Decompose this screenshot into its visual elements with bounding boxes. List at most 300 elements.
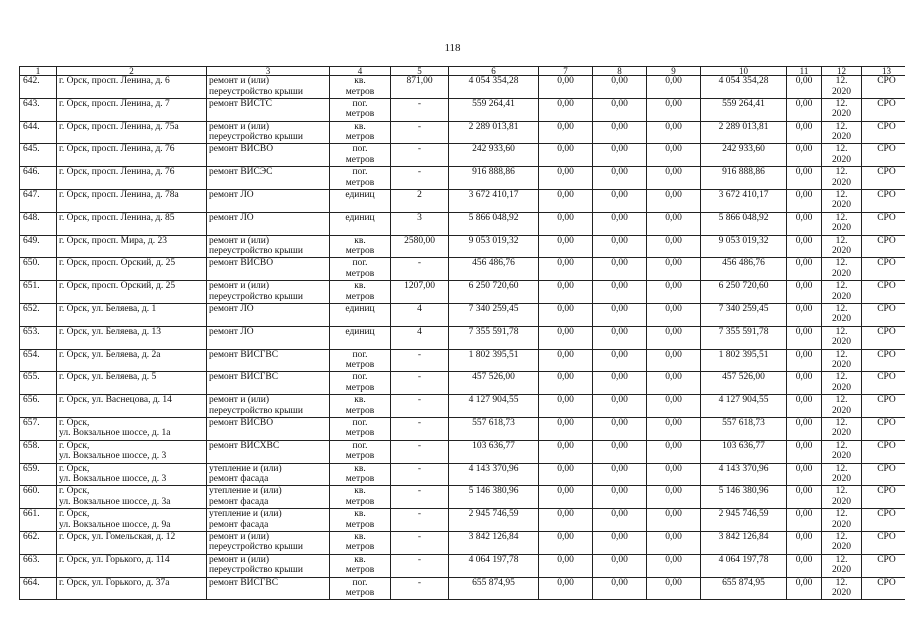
unit-line: кв. [354,281,366,292]
work-type-cell [207,486,330,509]
address-cell [57,577,207,600]
unit-cost-cell: 0,00 [787,395,822,418]
completion-date-line: 12. [835,167,848,178]
fund-column-9-cell: 0,00 [647,463,701,486]
quantity-cell: - [391,509,449,532]
row-number-cell: 646. [20,167,57,190]
unit-cost-cell: 0,00 [787,531,822,554]
unit-cell [330,554,391,577]
completion-date-line: 2020 [832,382,851,393]
unit-cell [330,486,391,509]
address-line: г. Орск, [59,440,90,451]
capital-repair-table [19,66,905,600]
unit-cost-cell: 0,00 [787,121,822,144]
fund-column-8-cell: 0,00 [593,189,647,212]
unit-cell [330,349,391,372]
row-number-cell: 658. [20,440,57,463]
unit-line: пог. [352,98,368,109]
unit-line: метров [345,109,375,120]
unit-cost-cell: 0,00 [787,167,822,190]
column-number-row [20,67,905,76]
address-cell [57,395,207,418]
unit-cell [330,189,391,212]
completion-date-cell [822,395,862,418]
quantity-cell: - [391,121,449,144]
owner-funds-cell: 4 143 370,96 [701,463,787,486]
unit-cell [330,509,391,532]
owner-funds-cell: 3 842 126,84 [701,531,787,554]
completion-date-cell [822,554,862,577]
owner-funds-cell: 4 127 904,55 [701,395,787,418]
completion-date-line: 2020 [832,223,851,234]
fund-column-7-cell: 0,00 [539,326,593,349]
row-number-cell: 663. [20,554,57,577]
completion-date-line: 2020 [832,154,851,165]
table-row [20,440,905,463]
address-cell [57,509,207,532]
quantity-cell: - [391,417,449,440]
table-row [20,281,905,304]
address-line: ул. Вокзальное шоссе, д. 3 [59,451,167,462]
unit-line: метров [345,496,375,507]
quantity-cell: - [391,577,449,600]
address-cell [57,531,207,554]
completion-date-line: 2020 [832,519,851,530]
owner-funds-cell: 7 340 259,45 [701,303,787,326]
unit-cell [330,98,391,121]
work-type-line: ремонт фасада [209,474,269,485]
work-type-cell [207,258,330,281]
table-row [20,303,905,326]
fund-column-9-cell: 0,00 [647,395,701,418]
owner-funds-cell: 4 064 197,78 [701,554,787,577]
row-number-cell: 654. [20,349,57,372]
completion-date-line: 2020 [832,246,851,257]
fund-column-7-cell: 0,00 [539,121,593,144]
fund-column-9-cell: 0,00 [647,509,701,532]
unit-cell [330,281,391,304]
completion-date-cell [822,372,862,395]
page-number: 118 [444,42,461,54]
fund-column-9-cell: 0,00 [647,144,701,167]
work-type-line: ремонт ЛО [209,303,254,314]
unit-cell [330,531,391,554]
fund-column-7-cell: 0,00 [539,531,593,554]
completion-date-line: 2020 [832,360,851,371]
completion-date-cell [822,258,862,281]
unit-line: метров [345,428,375,439]
unit-cell [330,303,391,326]
unit-cell [330,235,391,258]
quantity-cell: - [391,258,449,281]
unit-line: пог. [352,372,368,383]
row-number-cell: 662. [20,531,57,554]
unit-line: пог. [352,417,368,428]
work-type-cell [207,144,330,167]
fund-column-9-cell: 0,00 [647,417,701,440]
completion-date-cell [822,189,862,212]
address-line: г. Орск, просп. Ленина, д. 75а [59,121,179,132]
total-cost-cell: 7 340 259,45 [449,303,539,326]
owner-funds-cell: 4 054 354,28 [701,76,787,99]
fund-column-8-cell: 0,00 [593,258,647,281]
method-cell: СРО [862,463,905,486]
method-cell: СРО [862,417,905,440]
completion-date-line: 2020 [832,588,851,599]
completion-date-line: 2020 [832,496,851,507]
total-cost-cell: 916 888,86 [449,167,539,190]
work-type-line: переустройство крыши [209,246,303,257]
column-header-5: 5 [391,67,449,76]
work-type-line: ремонт и (или) [209,554,270,565]
owner-funds-cell: 7 355 591,78 [701,326,787,349]
fund-column-8-cell: 0,00 [593,509,647,532]
completion-date-line: 12. [835,76,848,86]
fund-column-9-cell: 0,00 [647,281,701,304]
work-type-line: ремонт и (или) [209,395,270,406]
fund-column-8-cell: 0,00 [593,121,647,144]
unit-cost-cell: 0,00 [787,440,822,463]
work-type-cell [207,212,330,235]
unit-line: кв. [354,531,366,542]
work-type-cell [207,531,330,554]
work-type-line: переустройство крыши [209,405,303,416]
unit-cell [330,372,391,395]
work-type-line: переустройство крыши [209,132,303,143]
completion-date-line: 2020 [832,268,851,279]
owner-funds-cell: 457 526,00 [701,372,787,395]
table-row [20,326,905,349]
completion-date-cell [822,121,862,144]
address-line: г. Орск, [59,509,90,520]
owner-funds-cell: 2 289 013,81 [701,121,787,144]
unit-cost-cell: 0,00 [787,554,822,577]
unit-line: единиц [345,189,375,200]
total-cost-cell: 655 874,95 [449,577,539,600]
completion-date-line: 2020 [832,405,851,416]
table-row [20,577,905,600]
column-header-13: 13 [862,67,905,76]
fund-column-8-cell: 0,00 [593,372,647,395]
completion-date-cell [822,531,862,554]
work-type-line: переустройство крыши [209,542,303,553]
column-header-8: 8 [593,67,647,76]
unit-cost-cell: 0,00 [787,417,822,440]
work-type-cell [207,395,330,418]
unit-cost-cell: 0,00 [787,349,822,372]
row-number-cell: 659. [20,463,57,486]
completion-date-line: 12. [835,281,848,292]
owner-funds-cell: 1 802 395,51 [701,349,787,372]
completion-date-line: 2020 [832,86,851,97]
unit-cell [330,326,391,349]
address-line: г. Орск, ул. Горького, д. 37а [59,577,170,588]
address-line: г. Орск, просп. Ленина, д. 7 [59,98,170,109]
quantity-cell: - [391,531,449,554]
completion-date-line: 2020 [832,565,851,576]
address-cell [57,440,207,463]
column-header-3: 3 [207,67,330,76]
column-header-6: 6 [449,67,539,76]
work-type-line: ремонт фасада [209,519,269,530]
work-type-cell [207,167,330,190]
quantity-cell: - [391,349,449,372]
unit-line: метров [345,246,375,257]
address-line: г. Орск, [59,463,90,474]
unit-line: пог. [352,349,368,360]
method-cell: СРО [862,189,905,212]
table-row [20,76,905,99]
method-cell: СРО [862,349,905,372]
work-type-cell [207,554,330,577]
table-row [20,235,905,258]
unit-line: пог. [352,440,368,451]
completion-date-line: 2020 [832,132,851,143]
column-header-10: 10 [701,67,787,76]
fund-column-8-cell: 0,00 [593,531,647,554]
fund-column-7-cell: 0,00 [539,189,593,212]
work-type-cell [207,76,330,99]
row-number-cell: 649. [20,235,57,258]
address-line: г. Орск, просп. Ленина, д. 76 [59,167,175,178]
address-cell [57,76,207,99]
total-cost-cell: 2 945 746,59 [449,509,539,532]
unit-cell [330,167,391,190]
total-cost-cell: 557 618,73 [449,417,539,440]
owner-funds-cell: 557 618,73 [701,417,787,440]
completion-date-cell [822,440,862,463]
address-line: г. Орск, просп. Орский, д. 25 [59,281,176,292]
row-number-cell: 647. [20,189,57,212]
work-type-line: ремонт ЛО [209,212,254,223]
fund-column-9-cell: 0,00 [647,98,701,121]
address-cell [57,417,207,440]
completion-date-line: 12. [835,577,848,588]
work-type-line: ремонт и (или) [209,281,270,292]
unit-line: метров [345,474,375,485]
fund-column-8-cell: 0,00 [593,417,647,440]
completion-date-line: 12. [835,121,848,132]
completion-date-cell [822,463,862,486]
completion-date-line: 2020 [832,314,851,325]
work-type-line: ремонт и (или) [209,235,270,246]
column-header-11: 11 [787,67,822,76]
address-cell [57,349,207,372]
row-number-cell: 657. [20,417,57,440]
row-number-cell: 660. [20,486,57,509]
address-line: г. Орск, ул. Беляева, д. 13 [59,326,161,337]
fund-column-8-cell: 0,00 [593,235,647,258]
row-number-cell: 655. [20,372,57,395]
method-cell: СРО [862,577,905,600]
fund-column-7-cell: 0,00 [539,144,593,167]
total-cost-cell: 7 355 591,78 [449,326,539,349]
unit-cell [330,76,391,99]
address-line: г. Орск, ул. Беляева, д. 5 [59,372,157,383]
fund-column-8-cell: 0,00 [593,554,647,577]
completion-date-line: 12. [835,395,848,406]
address-cell [57,235,207,258]
total-cost-cell: 103 636,77 [449,440,539,463]
unit-line: кв. [354,554,366,565]
owner-funds-cell: 5 866 048,92 [701,212,787,235]
work-type-cell [207,463,330,486]
table-body [20,76,905,600]
completion-date-line: 12. [835,349,848,360]
work-type-line: ремонт ЛО [209,189,254,200]
row-number-cell: 651. [20,281,57,304]
fund-column-8-cell: 0,00 [593,303,647,326]
work-type-line: ремонт и (или) [209,121,270,132]
method-cell: СРО [862,303,905,326]
completion-date-line: 12. [835,486,848,497]
address-cell [57,167,207,190]
fund-column-9-cell: 0,00 [647,326,701,349]
fund-column-8-cell: 0,00 [593,144,647,167]
quantity-cell: - [391,486,449,509]
unit-line: метров [345,565,375,576]
work-type-cell [207,121,330,144]
unit-line: метров [345,154,375,165]
work-type-line: ремонт ВИСХВС [209,440,280,451]
fund-column-7-cell: 0,00 [539,76,593,99]
completion-date-line: 2020 [832,291,851,302]
fund-column-9-cell: 0,00 [647,212,701,235]
fund-column-9-cell: 0,00 [647,349,701,372]
address-line: г. Орск, ул. Васнецова, д. 14 [59,395,172,406]
owner-funds-cell: 103 636,77 [701,440,787,463]
table-row [20,98,905,121]
fund-column-7-cell: 0,00 [539,372,593,395]
completion-date-line: 12. [835,98,848,109]
total-cost-cell: 1 802 395,51 [449,349,539,372]
unit-line: метров [345,588,375,599]
unit-line: метров [345,268,375,279]
completion-date-cell [822,349,862,372]
fund-column-8-cell: 0,00 [593,326,647,349]
completion-date-line: 12. [835,212,848,223]
row-number-cell: 644. [20,121,57,144]
quantity-cell: - [391,144,449,167]
table-row [20,509,905,532]
work-type-cell [207,372,330,395]
table-row [20,486,905,509]
unit-line: кв. [354,509,366,520]
completion-date-line: 12. [835,372,848,383]
total-cost-cell: 4 127 904,55 [449,395,539,418]
fund-column-7-cell: 0,00 [539,212,593,235]
work-type-line: ремонт фасада [209,496,269,507]
total-cost-cell: 2 289 013,81 [449,121,539,144]
completion-date-cell [822,212,862,235]
total-cost-cell: 5 146 380,96 [449,486,539,509]
completion-date-cell [822,486,862,509]
total-cost-cell: 4 143 370,96 [449,463,539,486]
work-type-cell [207,281,330,304]
table-row [20,349,905,372]
completion-date-cell [822,509,862,532]
unit-cell [330,258,391,281]
work-type-cell [207,303,330,326]
fund-column-9-cell: 0,00 [647,76,701,99]
fund-column-9-cell: 0,00 [647,258,701,281]
unit-line: кв. [354,76,366,86]
method-cell: СРО [862,509,905,532]
quantity-cell: - [391,167,449,190]
fund-column-7-cell: 0,00 [539,395,593,418]
address-cell [57,121,207,144]
completion-date-line: 2020 [832,542,851,553]
completion-date-cell [822,167,862,190]
address-cell [57,372,207,395]
work-type-line: ремонт и (или) [209,76,270,86]
fund-column-9-cell: 0,00 [647,486,701,509]
unit-cell [330,121,391,144]
unit-line: метров [345,542,375,553]
unit-line: метров [345,177,375,188]
method-cell: СРО [862,281,905,304]
method-cell: СРО [862,554,905,577]
work-type-line: утепление и (или) [209,463,282,474]
unit-cost-cell: 0,00 [787,98,822,121]
unit-cell [330,463,391,486]
work-type-cell [207,98,330,121]
address-cell [57,303,207,326]
work-type-line: ремонт ВИСВО [209,144,274,155]
address-line: г. Орск, просп. Орский, д. 25 [59,258,176,269]
work-type-cell [207,349,330,372]
unit-cost-cell: 0,00 [787,258,822,281]
table-row [20,189,905,212]
work-type-cell [207,440,330,463]
quantity-cell: 2 [391,189,449,212]
work-type-cell [207,509,330,532]
work-type-line: переустройство крыши [209,565,303,576]
row-number-cell: 648. [20,212,57,235]
fund-column-9-cell: 0,00 [647,531,701,554]
completion-date-line: 12. [835,463,848,474]
column-header-2: 2 [57,67,207,76]
unit-cost-cell: 0,00 [787,463,822,486]
completion-date-cell [822,417,862,440]
completion-date-cell [822,326,862,349]
address-cell [57,463,207,486]
address-line: г. Орск, ул. Горького, д. 114 [59,554,170,565]
address-cell [57,189,207,212]
work-type-line: утепление и (или) [209,509,282,520]
total-cost-cell: 3 842 126,84 [449,531,539,554]
completion-date-line: 12. [835,554,848,565]
work-type-line: ремонт ВИСГВС [209,577,279,588]
owner-funds-cell: 559 264,41 [701,98,787,121]
work-type-line: ремонт ВИСГВС [209,372,279,383]
table-row [20,395,905,418]
work-type-cell [207,235,330,258]
completion-date-line: 2020 [832,337,851,348]
address-line: г. Орск, просп. Ленина, д. 76 [59,144,175,155]
total-cost-cell: 6 250 720,60 [449,281,539,304]
completion-date-line: 12. [835,531,848,542]
completion-date-line: 12. [835,440,848,451]
fund-column-8-cell: 0,00 [593,281,647,304]
owner-funds-cell: 3 672 410,17 [701,189,787,212]
method-cell: СРО [862,212,905,235]
completion-date-cell [822,235,862,258]
address-line: г. Орск, ул. Гомельская, д. 12 [59,531,176,542]
table-row [20,121,905,144]
fund-column-7-cell: 0,00 [539,577,593,600]
fund-column-7-cell: 0,00 [539,509,593,532]
